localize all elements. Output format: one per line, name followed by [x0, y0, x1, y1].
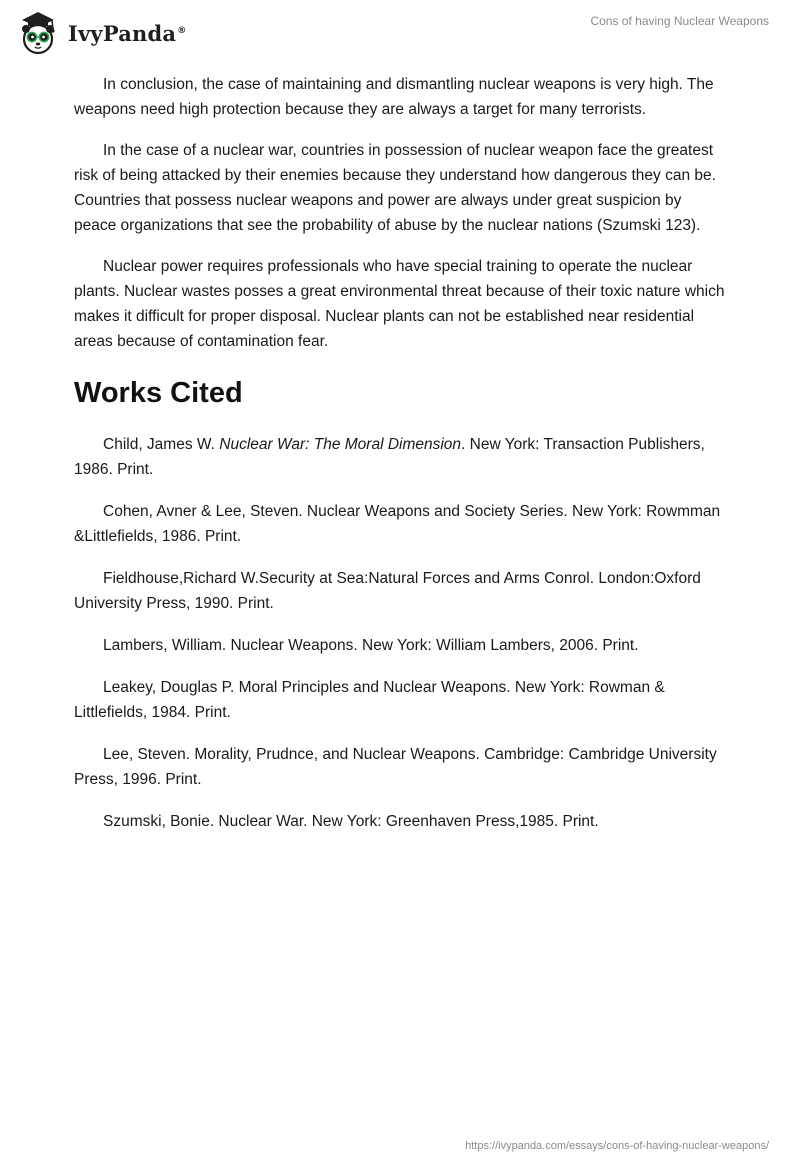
- panda-logo-icon: [14, 8, 62, 56]
- citation-child-title: Nuclear War: The Moral Dimension: [219, 436, 462, 453]
- body-paragraph-2: In the case of a nuclear war, countries in possession of nuclear weapon face the greatest risk of being attacked by their enemies because they understand how dangerous they can be. Countries that possess nuclear weapons and power are always under great suspicion by peace organizations that see the probability of abuse by the nuclear nations (Szumski 123).: [74, 142, 716, 234]
- citation-szumski: Szumski, Bonie. Nuclear War. New York: Greenhaven Press,1985. Print.: [103, 813, 599, 830]
- body-paragraph-3: Nuclear power requires professionals who have special training to operate the nuclear plants. Nuclear wastes posses a great environmental threat because of their toxic nature which makes it difficult for proper disposal. Nuclear plants can not be established near residential areas because of contamination fear.: [74, 258, 725, 350]
- citation-lee: Lee, Steven. Morality, Prudnce, and Nuclear Weapons. Cambridge: Cambridge University Press, 1996. Print.: [74, 746, 717, 788]
- source-url-link[interactable]: https://ivypanda.com/essays/cons-of-having-nuclear-weapons/: [465, 1140, 769, 1152]
- citation-leakey: Leakey, Douglas P. Moral Principles and Nuclear Weapons. New York: Rowman & Littlefields, 1984. Print.: [74, 679, 665, 721]
- works-cited-heading: Works Cited: [74, 377, 243, 409]
- citation-cohen: Cohen, Avner & Lee, Steven. Nuclear Weapons and Society Series. New York: Rowmman &Littlefields, 1986. Print.: [74, 503, 721, 545]
- citation-child-publisher: . New York: Transaction Publishers, 1986. Print.: [74, 436, 705, 478]
- registered-mark: ®: [177, 25, 187, 36]
- citation-child: [74, 432, 726, 482]
- essay-content: [74, 72, 726, 851]
- citation-lambers: Lambers, William. Nuclear Weapons. New York: William Lambers, 2006. Print.: [103, 637, 639, 654]
- citation-child-author: Child, James W.: [103, 436, 220, 453]
- document-title: Cons of having Nuclear Weapons: [590, 14, 769, 28]
- page-header: [0, 0, 800, 60]
- brand-logo[interactable]: [14, 8, 186, 56]
- brand-name: IvyPanda®: [68, 20, 187, 46]
- body-paragraph-1: In conclusion, the case of maintaining and dismantling nuclear weapons is very high. The weapons need high protection because they are always a target for many terrorists.: [74, 76, 714, 118]
- citation-fieldhouse: Fieldhouse,Richard W.Security at Sea:Natural Forces and Arms Conrol. London:Oxford University Press, 1990. Print.: [74, 570, 701, 612]
